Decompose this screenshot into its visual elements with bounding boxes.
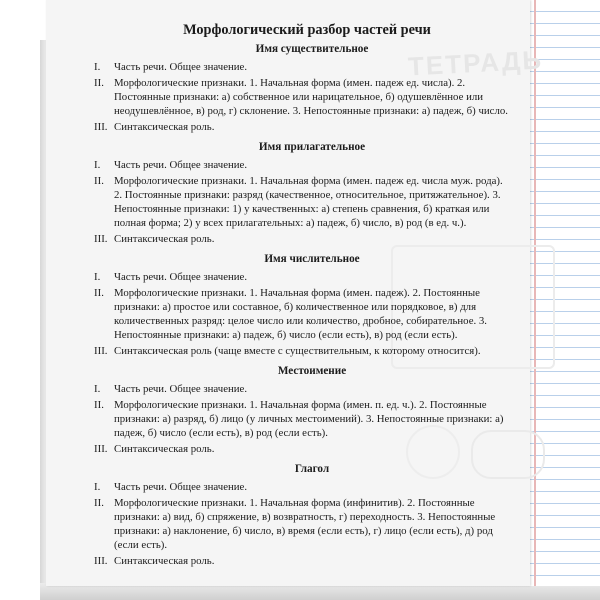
- item-number: II.: [94, 287, 104, 299]
- item-text: Синтаксическая роль.: [114, 555, 215, 567]
- list-item: [94, 286, 510, 342]
- list-item: [94, 120, 510, 134]
- item-number: I.: [94, 383, 101, 395]
- list-item: [94, 232, 510, 246]
- list-item: [94, 174, 510, 230]
- list-item: [94, 442, 510, 456]
- list-item: [94, 60, 510, 74]
- item-text: Часть речи. Общее значение.: [114, 383, 248, 395]
- section-heading: Имя числительное: [264, 253, 360, 265]
- item-text: Часть речи. Общее значение.: [114, 271, 248, 283]
- list-item: [94, 270, 510, 284]
- item-number: II.: [94, 399, 104, 411]
- cover-art-ghost: ТЕТРАДЬ: [407, 44, 544, 82]
- item-text: Синтаксическая роль (чаще вместе с существительным, к которому относится).: [114, 345, 481, 357]
- list-item: [94, 496, 510, 552]
- item-text: Синтаксическая роль.: [114, 233, 215, 245]
- section-heading: Глагол: [294, 463, 330, 475]
- item-number: III.: [94, 345, 108, 357]
- item-text: Часть речи. Общее значение.: [114, 159, 248, 171]
- item-number: I.: [94, 271, 101, 283]
- item-number: III.: [94, 121, 108, 133]
- item-text: Морфологические признаки. 1. Начальная форма (инфинитив). 2. Постоянные признаки: а) вид, б) спряжение, в) возвратность, г) переходность. 3. Непостоянные признаки: а) наклонение, б) число, в) время (если есть), г) лицо (если есть), д) род (если есть).: [114, 497, 496, 551]
- list-item: [94, 382, 510, 396]
- item-number: III.: [94, 233, 108, 245]
- section-heading: Местоимение: [277, 365, 347, 377]
- item-number: III.: [94, 443, 108, 455]
- section-heading: Имя прилагательное: [258, 141, 366, 153]
- list-item: [94, 480, 510, 494]
- item-number: I.: [94, 159, 101, 171]
- reference-text: [92, 22, 510, 570]
- item-number: II.: [94, 497, 104, 509]
- item-text: Морфологические признаки. 1. Начальная форма (имен. падеж). 2. Постоянные признаки: а) простое или составное, б) количественное или порядковое, в) для количественных разряд: целое число или количество, дробное, собирательное. 3. Непостоянные признаки: а) падеж, б) число (если есть), в) род (если есть).: [114, 287, 487, 341]
- item-number: I.: [94, 61, 101, 73]
- item-number: III.: [94, 555, 108, 567]
- item-text: Морфологические признаки. 1. Начальная форма (имен. падеж ед. числа). 2. Постоянные признаки: а) собственное или нарицательное, б) одушевлённое или неодушевлённое, в) род, г) склонение. 3. Непостоянные признаки: а) падеж, б) число.: [114, 77, 508, 117]
- sections: [92, 42, 510, 568]
- item-text: Синтаксическая роль.: [114, 121, 215, 133]
- page-title: Морфологический разбор частей речи: [183, 22, 431, 38]
- section-heading: Имя существительное: [255, 43, 369, 55]
- item-text: Часть речи. Общее значение.: [114, 61, 248, 73]
- list-item: [94, 344, 510, 358]
- item-text: Морфологические признаки. 1. Начальная форма (имен. п. ед. ч.). 2. Постоянные признаки: а) разряд, б) лицо (у личных местоимений). 3. Непостоянные признаки: а) падеж, б) число (если есть), в) род (если есть).: [114, 399, 504, 439]
- list-item: [94, 398, 510, 440]
- item-number: II.: [94, 175, 104, 187]
- item-text: Морфологические признаки. 1. Начальная форма (имен. падеж ед. числа муж. рода). 2. Постоянные признаки: разряд (качественное, относительное, притяжательное). 3. Непостоянные признаки: 1) у качественных: а) степень сравнения, б) краткая или полная форма; 2) у всех прилагательных: а) падеж, б) число, в) род (в ед. ч.).: [114, 175, 503, 229]
- list-item: [94, 554, 510, 568]
- item-number: I.: [94, 481, 101, 493]
- item-text: Часть речи. Общее значение.: [114, 481, 248, 493]
- item-number: II.: [94, 77, 104, 89]
- list-item: [94, 158, 510, 172]
- list-item: [94, 76, 510, 118]
- item-text: Синтаксическая роль.: [114, 443, 215, 455]
